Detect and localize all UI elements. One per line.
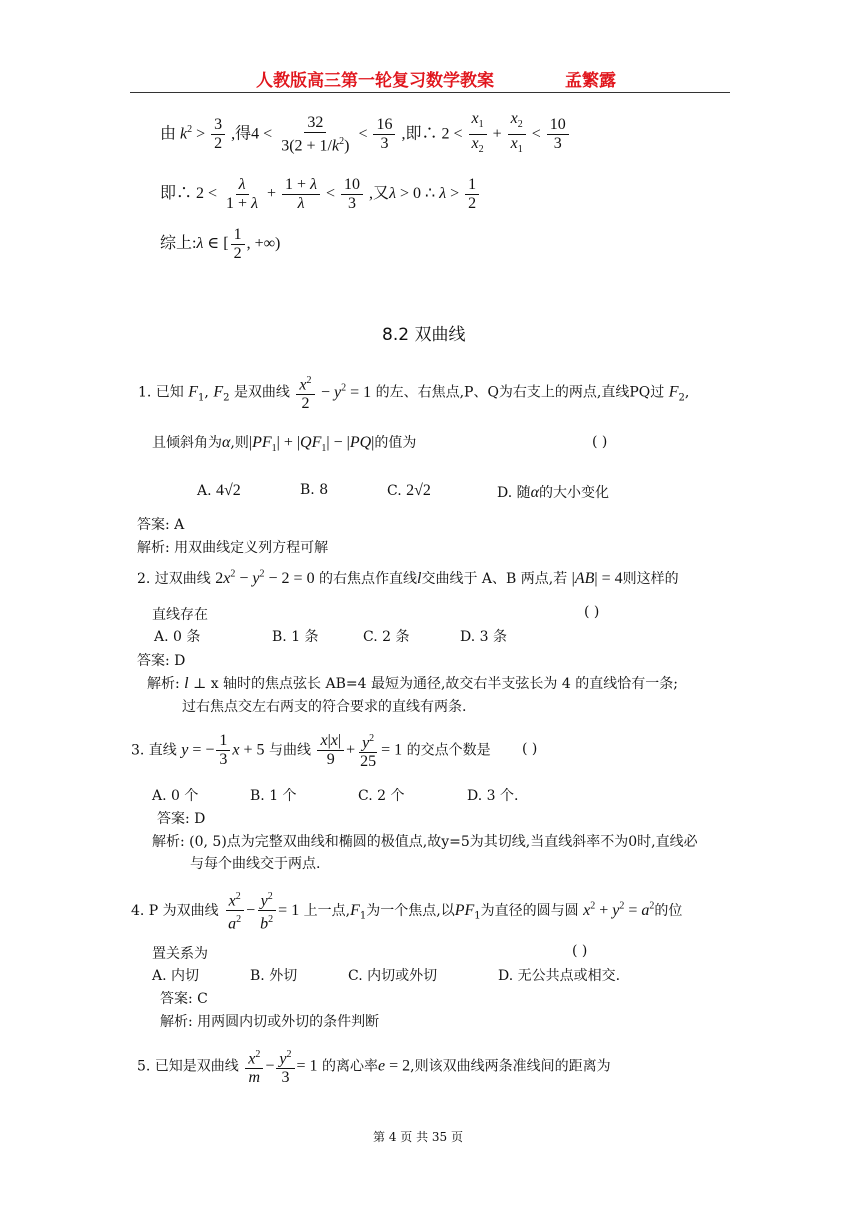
- text: 的位: [654, 902, 683, 919]
- text: 5. 已知是双曲线: [137, 1058, 239, 1075]
- q3-option-a: A. 0 个: [152, 788, 199, 804]
- q3-analysis-line2: 与每个曲线交于两点.: [190, 856, 321, 872]
- text: 且倾斜角为: [152, 435, 222, 451]
- q1-option-c: C. 2√2: [387, 482, 431, 499]
- document-author: 孟繁露: [565, 71, 616, 91]
- continuation-line-3: 综上:λ ∈ [ $\frac{1}{2}$ , +∞): [160, 226, 281, 262]
- q3-option-c: C. 2 个: [358, 788, 405, 804]
- q4-option-b: B. 外切: [250, 968, 298, 984]
- document-title: 人教版高三第一轮复习数学教案: [256, 71, 494, 91]
- text: ,又: [369, 185, 390, 203]
- q2-analysis-line2: 过右焦点交左右两支的符合要求的直线有两条.: [182, 699, 467, 715]
- text: 即∴: [160, 185, 193, 203]
- text: 与曲线: [269, 742, 312, 759]
- q3-answer: 答案: D: [157, 811, 206, 827]
- text: 的交点个数是: [406, 742, 491, 759]
- q1-option-d: D. 随α的大小变化: [497, 484, 610, 501]
- text: 是双曲线: [233, 384, 290, 401]
- q1-analysis: 解析: 用双曲线定义列方程可解: [137, 540, 329, 556]
- text: 上一点,: [303, 902, 351, 919]
- question-5-stem: 5. 已知是双曲线 $\frac{x^2}{m}$ − $\frac{y^2}{3}$ = 1 的离心率e = 2,则该双曲线两条准线间的距离为: [137, 1046, 611, 1087]
- q2-option-b: B. 1 条: [272, 629, 319, 645]
- text: 的离心率: [322, 1058, 378, 1075]
- question-1-line2: 且倾斜角为α,则$|PF_1| + |QF_1| - |PQ|$的值为: [152, 434, 417, 455]
- text: 则这样的: [622, 571, 679, 587]
- question-2-line2: 直线存在: [152, 607, 208, 623]
- question-2-stem: 2. 过双曲线 $2x^2 - y^2 - 2 = 0$ 的右焦点作直线l交曲线于 A、B 两点,若 |AB| = 4则这样的: [137, 568, 679, 587]
- question-1-stem: 1. 已知 $F_1$, $F_2$ 是双曲线 $\frac{x^2}{2}$ − $y^2 = 1$ 的左、右焦点,P、Q为右支上的两点,直线PQ过 $F_2$,: [138, 372, 689, 413]
- text: ,则该双曲线两条准线间的距离为: [410, 1058, 611, 1075]
- q4-analysis: 解析: 用两圆内切或外切的条件判断: [160, 1014, 380, 1030]
- text: ,得: [231, 125, 252, 143]
- q1-option-a: A. 4√2: [197, 482, 241, 499]
- continuation-line-1: 由 $k^2$ > $\frac{3}{2}$ ,得4 < $\frac{32}{3(2 + 1/k^2)}$ < $\frac{16}{3}$ ,即∴ 2 < $\frac{x_1}{x_2}$ + $\frac{x_2}{x_1}$ < $\frac{10}{3}$: [160, 110, 571, 159]
- text: 2. 过双曲线: [137, 571, 211, 587]
- text: C.: [387, 483, 402, 499]
- text: 轴时的焦点弦长 AB=4 最短为通径,故交右半支弦长为 4 的直线恰有一条;: [223, 676, 678, 692]
- text: ,即∴: [401, 125, 438, 143]
- q1-option-b: B. 8: [300, 482, 329, 498]
- text: 的左、右焦点,P、Q为右支上的两点,直线PQ过: [375, 384, 665, 401]
- text: 解析:: [147, 676, 180, 692]
- question-1-answer-blank: ( ): [592, 434, 608, 450]
- q1-answer: 答案: A: [137, 517, 185, 533]
- question-4-line2: 置关系为: [152, 946, 208, 962]
- section-title: 8.2 双曲线: [382, 325, 466, 345]
- question-3-stem: 3. 直线 y = − $\frac{1}{3}$ x + 5 与曲线 $\frac{x|x|}{9}$ + $\frac{y^2}{25}$ = 1 的交点个数是: [131, 730, 491, 771]
- question-4-answer-blank: ( ): [572, 943, 588, 959]
- q2-analysis-line1: 解析: l ⊥ x 轴时的焦点弦长 AB=4 最短为通径,故交右半支弦长为 4 的直线恰有一条;: [147, 675, 678, 692]
- text: 综上:: [160, 235, 197, 253]
- text: 的大小变化: [539, 485, 610, 501]
- q4-answer: 答案: C: [160, 991, 208, 1007]
- text: 的值为: [374, 435, 417, 451]
- header-rule: [130, 92, 730, 93]
- text: 3. 直线: [131, 742, 177, 759]
- q4-option-c: C. 内切或外切: [348, 968, 438, 984]
- question-4-stem: 4. P 为双曲线 $\frac{x^2}{a^2}$ − $\frac{y^2}{b^2}$ = 1 上一点$,F_1$为一个焦点,以$PF_1$为直径的圆与圆 $x^2 + y^2 = a^2$的位: [131, 888, 682, 934]
- page-footer: 第 4 页 共 35 页: [373, 1130, 463, 1144]
- q2-option-d: D. 3 条: [460, 629, 507, 645]
- q2-answer: 答案: D: [137, 653, 186, 669]
- q4-option-a: A. 内切: [152, 968, 200, 984]
- text: 的右焦点作直线: [319, 571, 418, 587]
- q3-option-b: B. 1 个: [250, 788, 297, 804]
- text: 交曲线于 A、B 两点,若: [421, 571, 568, 587]
- text: ,则: [230, 435, 249, 451]
- text: 由: [160, 125, 177, 143]
- question-2-answer-blank: ( ): [584, 604, 600, 620]
- text: 为一个焦点,以: [366, 902, 455, 919]
- q2-option-c: C. 2 条: [363, 629, 410, 645]
- text: A.: [197, 483, 212, 499]
- text: D. 随: [497, 485, 531, 501]
- q4-option-d: D. 无公共点或相交.: [498, 968, 621, 984]
- question-3-answer-blank: ( ): [522, 741, 538, 757]
- q3-analysis-line1: 解析: (0, 5)点为完整双曲线和椭圆的极值点,故y=5为其切线,当直线斜率不为0时,直线必: [152, 834, 698, 850]
- q2-option-a: A. 0 条: [154, 629, 201, 645]
- continuation-line-2: 即∴ 2 < $\frac{\lambda}{1 + \lambda}$ + $\frac{1 + \lambda}{\lambda}$ < $\frac{10}{3}$ ,又λ > 0 ∴ λ > $\frac{1}{2}$: [160, 176, 481, 213]
- q3-option-d: D. 3 个.: [467, 788, 519, 804]
- text: 为直径的圆与圆: [480, 902, 579, 919]
- text: 1. 已知: [138, 384, 184, 401]
- text: 4. P 为双曲线: [131, 902, 219, 919]
